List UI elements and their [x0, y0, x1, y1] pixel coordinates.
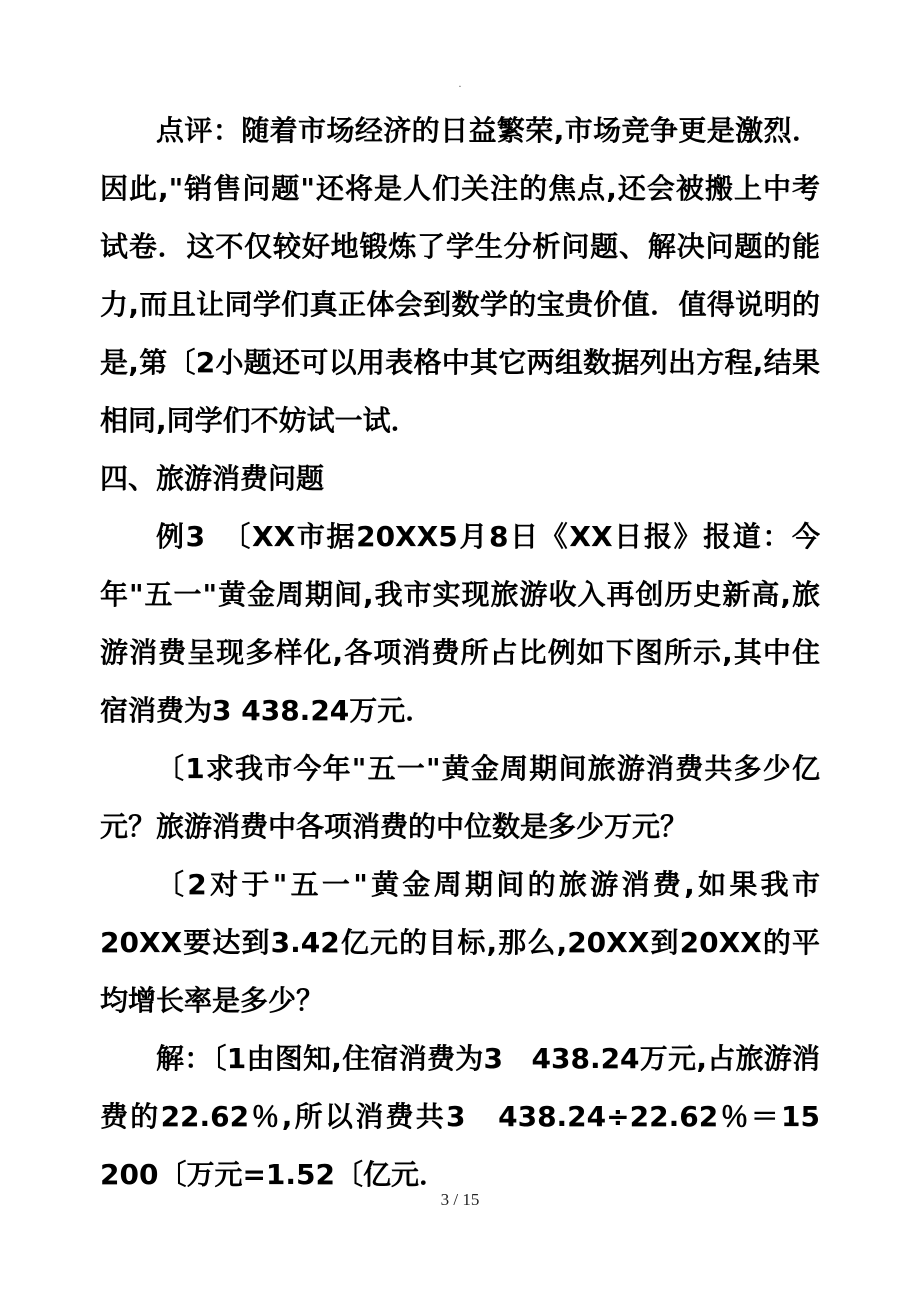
- question-1-paragraph: 〔1求我市今年"五一"黄金周期间旅游消费共多少亿元？旅游消费中各项消费的中位数是多少万元？: [100, 752, 820, 843]
- question-2-paragraph: 〔2对于"五一"黄金周期间的旅游消费,如果我市20XX要达到3.42亿元的目标,那么,20XX到20XX的平均增长率是多少？: [100, 868, 820, 1017]
- page-number: 3 / 15: [440, 1190, 480, 1209]
- solution-paragraph: 解：〔1由图知,住宿消费为3 438.24万元,占旅游消费的22.62％,所以消费共3 438.24÷22.62％＝15 200〔万元=1.52〔亿元．: [100, 1042, 849, 1191]
- commentary-paragraph: 点评：随着市场经济的日益繁荣,市场竞争更是激烈．因此,"销售问题"还将是人们关注的焦点,还会被搬上中考试卷．这不仅较好地锻炼了学生分析问题、解决问题的能力,而且让同学们真正体会到数学的宝贵价值．值得说明的是,第〔2小题还可以用表格中其它两组数据列出方程,结果相同,同学们不妨试一试．: [100, 114, 820, 437]
- section-heading: 四、旅游消费问题: [100, 462, 325, 495]
- example-paragraph: 例3 〔XX市据20XX5月8日《XX日报》报道：今年"五一"黄金周期间,我市实现旅游收入再创历史新高,旅游消费呈现多样化,各项消费所占比例如下图所示,其中住宿消费为3 438.24万元．: [100, 520, 820, 727]
- header-mark: .: [458, 79, 462, 90]
- document-body: [100, 102, 849, 1204]
